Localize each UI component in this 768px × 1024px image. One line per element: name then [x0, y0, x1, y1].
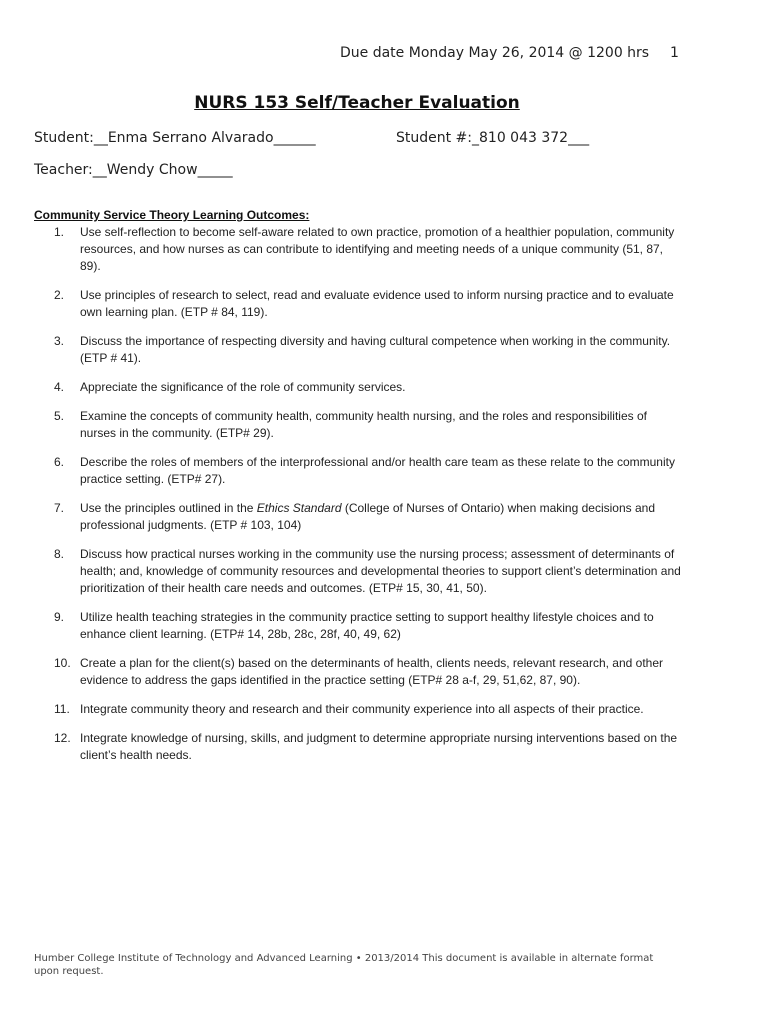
outcome-number: 1. [54, 225, 65, 239]
outcome-item [34, 500, 684, 534]
outcome-text-part: Use the principles outlined in the [80, 501, 257, 515]
outcome-text-part: Discuss the importance of respecting diversity and having cultural competence when working in the community. (ETP # 41). [80, 334, 671, 365]
outcome-text [80, 500, 684, 534]
page-number: 1 [670, 45, 679, 61]
outcome-item [34, 655, 684, 689]
outcome-number: 11. [54, 702, 70, 716]
outcome-item [34, 287, 684, 321]
outcome-text [80, 730, 684, 764]
page-title: NURS 153 Self/Teacher Evaluation [194, 93, 520, 113]
outcome-number: 5. [54, 409, 65, 423]
outcome-text-part: Integrate community theory and research and their community experience into all aspects of their practice. [80, 702, 644, 716]
outcome-text-part: Examine the concepts of community health, community health nursing, and the roles and responsibilities of nurses in the community. (ETP# 29). [80, 409, 647, 440]
outcome-text [80, 287, 684, 321]
due-date-header [340, 45, 680, 61]
outcome-number: 10. [54, 656, 71, 670]
outcome-text [80, 333, 684, 367]
outcome-text-part: Use principles of research to select, read and evaluate evidence used to inform nursing practice and to evaluate own learning plan. (ETP # 84, 119). [80, 288, 674, 319]
outcome-item [34, 333, 684, 367]
outcome-text [80, 408, 684, 442]
outcome-text [80, 655, 684, 689]
due-date-text: Due date Monday May 26, 2014 @ 1200 hrs [340, 45, 650, 61]
learning-outcomes-list [34, 224, 684, 764]
outcome-text [80, 546, 684, 597]
outcome-text [80, 224, 684, 275]
outcome-italic-term: Ethics Standard [256, 501, 342, 515]
outcome-text-part: Create a plan for the client(s) based on the determinants of health, clients needs, relevant research, and other evidence to address the gaps identified in the practice setting (ETP# 28 a-f, 29, 51,62, 87, 90). [80, 656, 664, 687]
outcome-number: 6. [54, 455, 65, 469]
student-number-line: Student #:_810 043 372___ [396, 130, 590, 146]
outcome-number: 7. [54, 501, 65, 515]
teacher-name-line: Teacher:__Wendy Chow_____ [34, 162, 233, 178]
outcome-number: 8. [54, 547, 65, 561]
outcome-item [34, 546, 684, 597]
outcome-text-part: Discuss how practical nurses working in the community use the nursing process; assessment of determinants of health; and, knowledge of community resources and developmental theories to support client’s determination and prioritization of their health care needs and outcomes. (ETP# 15, 30, 41, 50). [80, 547, 681, 595]
outcome-text-part: Appreciate the significance of the role of community services. [80, 380, 406, 394]
outcome-item [34, 701, 684, 718]
footer-note: Humber College Institute of Technology and Advanced Learning • 2013/2014 This document is available in alternate format upon request. [34, 953, 654, 977]
outcome-text [80, 454, 684, 488]
outcome-number: 4. [54, 380, 65, 394]
outcome-text-part: Use self-reflection to become self-aware related to own practice, promotion of a healthier population, community resources, and how nurses as can contribute to identifying and meeting needs of a unique community (51, 87, 89). [80, 225, 675, 273]
outcome-text [80, 701, 684, 718]
outcome-number: 2. [54, 288, 65, 302]
outcome-number: 12. [54, 731, 71, 745]
outcome-item [34, 408, 684, 442]
outcome-item [34, 609, 684, 643]
outcome-item [34, 730, 684, 764]
outcome-item [34, 454, 684, 488]
outcome-number: 9. [54, 610, 65, 624]
outcome-text-part: Utilize health teaching strategies in the community practice setting to support healthy lifestyle choices and to enhance client learning. (ETP# 14, 28b, 28c, 28f, 40, 49, 62) [80, 610, 654, 641]
outcome-number: 3. [54, 334, 65, 348]
outcome-item [34, 379, 684, 396]
student-name-line: Student:__Enma Serrano Alvarado______ [34, 130, 316, 146]
outcome-text-part: (College of Nurses of Ontario) when making decisions and professional judgments. (ETP # 103, 104) [80, 501, 655, 532]
outcome-text-part: Integrate knowledge of nursing, skills, and judgment to determine appropriate nursing interventions based on the client’s health needs. [80, 731, 678, 762]
learning-outcomes-heading: Community Service Theory Learning Outcomes: [34, 208, 310, 222]
outcome-text [80, 609, 684, 643]
outcome-text [80, 379, 684, 396]
outcome-item [34, 224, 684, 275]
outcome-text-part: Describe the roles of members of the interprofessional and/or health care team as these relate to the community practice setting. (ETP# 27). [80, 455, 675, 486]
